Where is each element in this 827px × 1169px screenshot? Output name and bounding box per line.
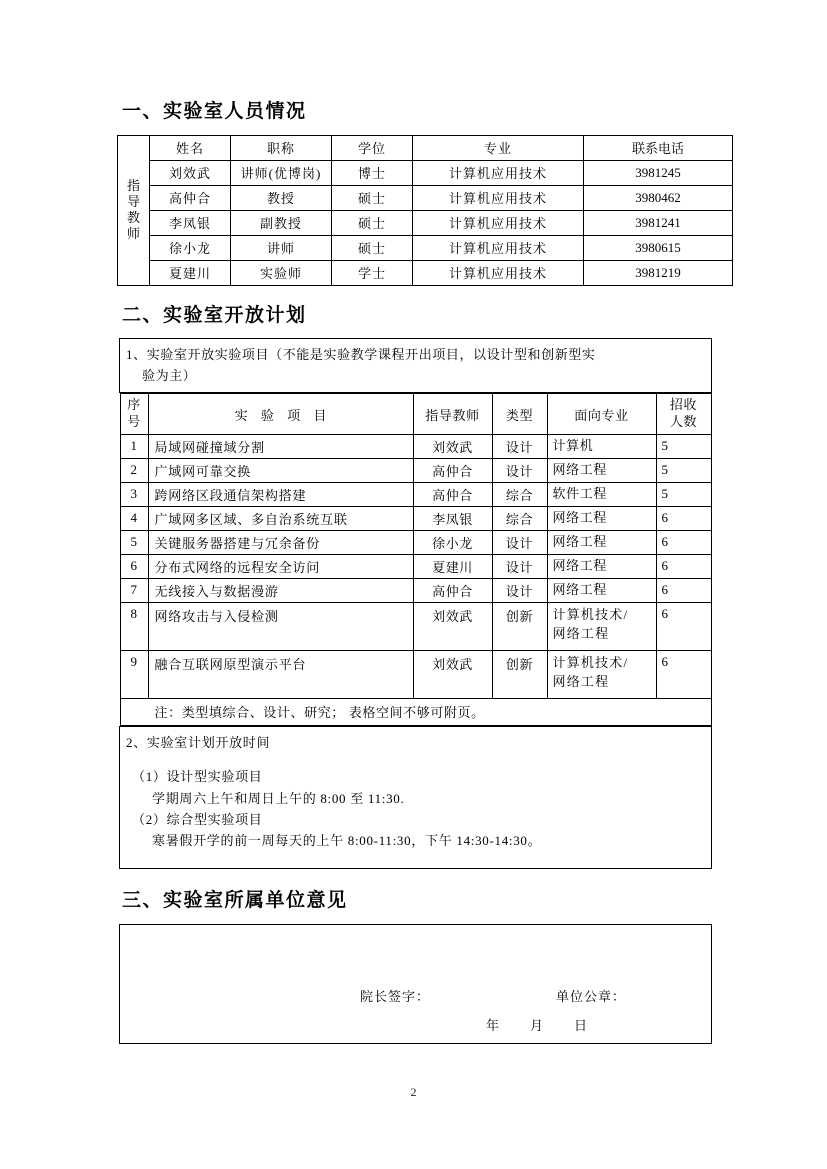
date-month-label: 月 xyxy=(530,1017,545,1033)
project-seq: 2 xyxy=(120,458,148,482)
project-type: 设计 xyxy=(492,458,547,482)
project-quota: 6 xyxy=(656,530,711,554)
table-row xyxy=(118,260,733,285)
staff-row-label-char-3: 教 xyxy=(126,210,140,226)
staff-phone: 3981241 xyxy=(584,210,733,235)
project-quota: 5 xyxy=(656,434,711,458)
table-row xyxy=(120,506,711,530)
column-header-quota-line2: 人数 xyxy=(669,414,698,430)
project-teacher: 夏建川 xyxy=(413,554,492,578)
project-target-major: 计算机 xyxy=(547,434,656,458)
table-row xyxy=(120,650,711,698)
project-quota: 6 xyxy=(656,650,711,698)
column-header-teacher: 指导教师 xyxy=(413,394,492,434)
project-seq: 9 xyxy=(120,650,148,698)
project-name: 局域网碰撞域分割 xyxy=(148,434,413,458)
project-target-major-line2: 网络工程 xyxy=(552,673,610,689)
project-quota: 6 xyxy=(656,602,711,650)
project-type: 综合 xyxy=(492,482,547,506)
project-quota: 5 xyxy=(656,458,711,482)
table-row xyxy=(118,185,733,210)
staff-phone: 3980615 xyxy=(584,235,733,260)
staff-row-label-char-2: 导 xyxy=(126,194,140,210)
project-target-major xyxy=(547,650,656,698)
column-header-name: 姓名 xyxy=(150,135,231,160)
table-row xyxy=(120,530,711,554)
table-row xyxy=(120,458,711,482)
project-name: 融合互联网原型演示平台 xyxy=(148,650,413,698)
project-teacher: 高仲合 xyxy=(413,578,492,602)
date-row xyxy=(486,1015,588,1034)
project-teacher: 刘效武 xyxy=(413,434,492,458)
date-day-label: 日 xyxy=(574,1017,589,1033)
table-row xyxy=(118,160,733,185)
projects-table-row xyxy=(120,393,712,726)
plan-time-sub2-text: 寒暑假开学的前一周每天的上午 8:00-11:30，下午 14:30-14:30。 xyxy=(152,833,542,849)
staff-degree: 博士 xyxy=(332,160,413,185)
project-target-major xyxy=(547,602,656,650)
page-number: 2 xyxy=(410,1085,417,1099)
staff-name: 刘效武 xyxy=(150,160,231,185)
project-name: 网络攻击与入侵检测 xyxy=(148,602,413,650)
section-1-heading: 一、实验室人员情况 xyxy=(122,101,307,122)
project-seq: 8 xyxy=(120,602,148,650)
staff-phone: 3980462 xyxy=(584,185,733,210)
project-seq: 1 xyxy=(120,434,148,458)
table-row xyxy=(120,578,711,602)
table-row xyxy=(120,434,711,458)
plan-time-row xyxy=(120,726,712,868)
projects-header-row xyxy=(120,394,711,434)
staff-degree: 硕士 xyxy=(332,185,413,210)
page-content xyxy=(117,100,727,1044)
column-header-degree: 学位 xyxy=(332,135,413,160)
plan-time-spacer xyxy=(126,753,705,766)
plan-time-title: 2、实验室计划开放时间 xyxy=(126,734,271,750)
project-name: 跨网络区段通信架构搭建 xyxy=(148,482,413,506)
project-seq: 5 xyxy=(120,530,148,554)
plan-time-cell xyxy=(120,726,712,868)
staff-title: 副教授 xyxy=(231,210,332,235)
column-header-major: 专业 xyxy=(413,135,584,160)
staff-name: 高仲合 xyxy=(150,185,231,210)
project-seq: 4 xyxy=(120,506,148,530)
project-target-major-line1: 计算机技术/ xyxy=(552,606,629,622)
project-seq: 6 xyxy=(120,554,148,578)
project-type: 设计 xyxy=(492,530,547,554)
column-header-seq-line1: 序 xyxy=(127,397,141,413)
project-type: 设计 xyxy=(492,578,547,602)
project-name: 分布式网络的远程安全访问 xyxy=(148,554,413,578)
section-3-heading: 三、实验室所属单位意见 xyxy=(122,889,348,911)
staff-degree: 学士 xyxy=(332,260,413,285)
open-plan-table xyxy=(119,338,712,869)
staff-degree: 硕士 xyxy=(332,210,413,235)
project-type: 创新 xyxy=(492,602,547,650)
project-target-major: 软件工程 xyxy=(547,482,656,506)
project-target-major-line2: 网络工程 xyxy=(552,625,610,641)
staff-phone: 3981245 xyxy=(584,160,733,185)
project-teacher: 高仲合 xyxy=(413,458,492,482)
project-quota: 6 xyxy=(656,554,711,578)
project-type: 创新 xyxy=(492,650,547,698)
staff-table xyxy=(117,135,733,286)
staff-title: 讲师 xyxy=(231,235,332,260)
plan-intro-line-2: 验为主） xyxy=(142,368,197,384)
projects-table xyxy=(120,393,712,725)
date-year-label: 年 xyxy=(486,1017,501,1033)
project-target-major: 网络工程 xyxy=(547,458,656,482)
plan-intro-line-1: 1、实验室开放实验项目（不能是实验教学课程开出项目，以设计型和创新型实 xyxy=(126,347,596,363)
project-teacher: 李凤银 xyxy=(413,506,492,530)
project-name: 广域网可靠交换 xyxy=(148,458,413,482)
table-row xyxy=(120,482,711,506)
project-target-major: 网络工程 xyxy=(547,554,656,578)
column-header-type: 类型 xyxy=(492,394,547,434)
project-target-major: 网络工程 xyxy=(547,506,656,530)
project-target-major: 网络工程 xyxy=(547,578,656,602)
column-header-phone: 联系电话 xyxy=(584,135,733,160)
staff-title: 教授 xyxy=(231,185,332,210)
project-name: 关键服务器搭建与冗余备份 xyxy=(148,530,413,554)
plan-intro-cell xyxy=(120,339,712,393)
staff-major: 计算机应用技术 xyxy=(413,210,584,235)
column-header-title: 职称 xyxy=(231,135,332,160)
staff-major: 计算机应用技术 xyxy=(413,160,584,185)
project-type: 设计 xyxy=(492,434,547,458)
table-row xyxy=(118,235,733,260)
table-row xyxy=(120,602,711,650)
staff-row-label xyxy=(118,135,150,285)
staff-phone: 3981219 xyxy=(584,260,733,285)
column-header-seq xyxy=(120,394,148,434)
project-quota: 6 xyxy=(656,578,711,602)
plan-intro-row xyxy=(120,339,712,393)
table-row xyxy=(118,210,733,235)
staff-major: 计算机应用技术 xyxy=(413,235,584,260)
project-type: 设计 xyxy=(492,554,547,578)
unit-seal-label: 单位公章： xyxy=(556,988,627,1004)
unit-opinion-box xyxy=(119,924,712,1044)
plan-time-sub1-text: 学期周六上午和周日上午的 8:00 至 11:30. xyxy=(152,790,405,806)
column-header-quota xyxy=(656,394,711,434)
staff-degree: 硕士 xyxy=(332,235,413,260)
project-target-major-line1: 计算机技术/ xyxy=(552,654,629,670)
project-seq: 7 xyxy=(120,578,148,602)
column-header-seq-line2: 号 xyxy=(127,414,141,430)
staff-title: 讲师(优博岗) xyxy=(231,160,332,185)
project-quota: 5 xyxy=(656,482,711,506)
staff-title: 实验师 xyxy=(231,260,332,285)
staff-name: 夏建川 xyxy=(150,260,231,285)
project-name: 广域网多区域、多自治系统互联 xyxy=(148,506,413,530)
staff-name: 李凤银 xyxy=(150,210,231,235)
project-name: 无线接入与数据漫游 xyxy=(148,578,413,602)
projects-note-row xyxy=(120,698,711,725)
project-teacher: 高仲合 xyxy=(413,482,492,506)
project-target-major: 网络工程 xyxy=(547,530,656,554)
table-row xyxy=(120,554,711,578)
column-header-target-major: 面向专业 xyxy=(547,394,656,434)
staff-row-label-char-4: 师 xyxy=(126,226,140,242)
column-header-quota-line1: 招收 xyxy=(669,397,698,413)
staff-name: 徐小龙 xyxy=(150,235,231,260)
plan-time-sub2-label: （2）综合型实验项目 xyxy=(132,812,263,828)
project-teacher: 徐小龙 xyxy=(413,530,492,554)
project-seq: 3 xyxy=(120,482,148,506)
staff-row-label-char-1: 指 xyxy=(126,178,140,194)
column-header-project: 实 验 项 目 xyxy=(148,394,413,434)
project-teacher: 刘效武 xyxy=(413,602,492,650)
staff-major: 计算机应用技术 xyxy=(413,185,584,210)
staff-major: 计算机应用技术 xyxy=(413,260,584,285)
dean-signature-label: 院长签字： xyxy=(360,988,431,1004)
project-type: 综合 xyxy=(492,506,547,530)
projects-note: 注：类型填综合、设计、研究； 表格空间不够可附页。 xyxy=(120,698,711,725)
signature-labels-row xyxy=(360,986,626,1005)
project-teacher: 刘效武 xyxy=(413,650,492,698)
section-2-heading: 二、实验室开放计划 xyxy=(122,304,307,326)
table-header-row xyxy=(118,135,733,160)
plan-time-sub1-label: （1）设计型实验项目 xyxy=(132,769,263,785)
projects-table-cell xyxy=(120,393,712,726)
project-quota: 6 xyxy=(656,506,711,530)
